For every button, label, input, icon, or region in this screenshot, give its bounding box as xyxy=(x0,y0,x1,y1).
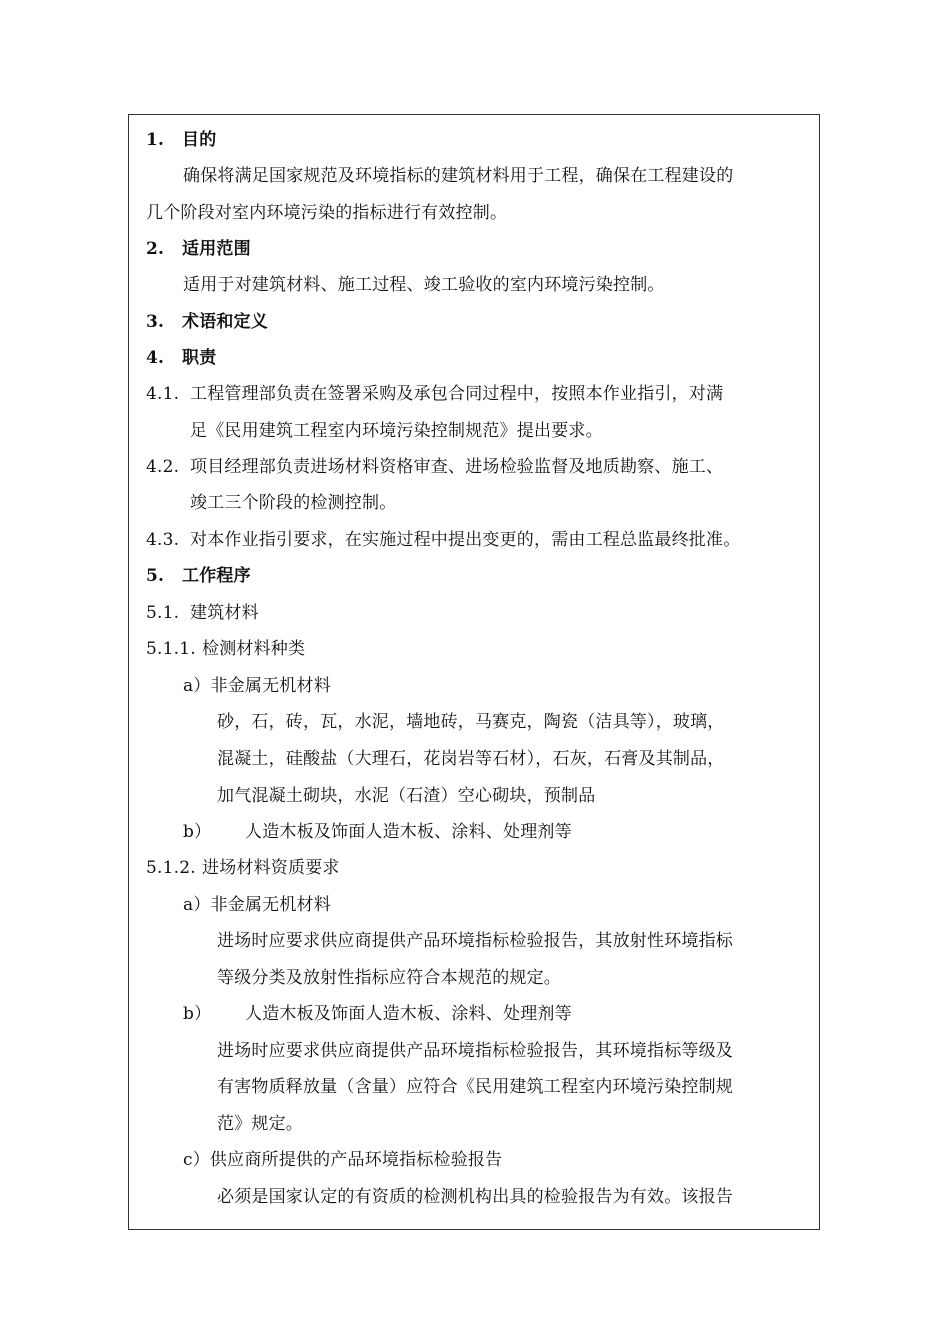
item-5-1-1-a-line-2: 混凝土，硅酸盐（大理石，花岗岩等石材），石灰，石膏及其制品， xyxy=(217,749,725,769)
item-4-3: 4.3. 对本作业指引要求，在实施过程中提出变更的，需由工程总监最终批准。 xyxy=(146,530,741,550)
item-5-1-1-b: b） 人造木板及饰面人造木板、涂料、处理剂等 xyxy=(183,822,572,842)
heading-1: 1. 目的 xyxy=(146,130,217,150)
item-5-1-1-a-line-1: 砂，石，砖，瓦，水泥，墙地砖，马赛克，陶瓷（洁具等），玻璃， xyxy=(217,712,725,732)
heading-5-1-1: 5.1.1. 检测材料种类 xyxy=(146,639,306,659)
heading-5-1-2: 5.1.2. 进场材料资质要求 xyxy=(146,858,340,878)
item-4-2-line-1: 4.2. 项目经理部负责进场材料资格审查、进场检验监督及地质勘察、施工、 xyxy=(146,457,724,477)
item-5-1-2-c-line-1: 必须是国家认定的有资质的检测机构出具的检验报告为有效。该报告 xyxy=(217,1187,733,1207)
item-5-1-2-b-line-3: 范》规定。 xyxy=(217,1114,303,1134)
item-5-1-2-a-line-2: 等级分类及放射性指标应符合本规范的规定。 xyxy=(217,968,561,988)
item-4-2-line-2: 竣工三个阶段的检测控制。 xyxy=(190,493,397,513)
item-5-1-2-b-line-2: 有害物质释放量（含量）应符合《民用建筑工程室内环境污染控制规 xyxy=(217,1077,733,1097)
item-4-1-line-1: 4.1. 工程管理部负责在签署采购及承包合同过程中，按照本作业指引，对满 xyxy=(146,384,724,404)
item-5-1-2-a-line-1: 进场时应要求供应商提供产品环境指标检验报告，其放射性环境指标 xyxy=(217,931,733,951)
heading-4: 4. 职责 xyxy=(146,348,217,368)
item-5-1-2-a-label: a）非金属无机材料 xyxy=(183,895,331,915)
document-frame xyxy=(128,114,820,1230)
heading-5-1: 5.1. 建筑材料 xyxy=(146,603,259,623)
paragraph-1-line-2: 几个阶段对室内环境污染的指标进行有效控制。 xyxy=(146,203,508,223)
paragraph-2: 适用于对建筑材料、施工过程、竣工验收的室内环境污染控制。 xyxy=(183,275,665,295)
heading-2: 2. 适用范围 xyxy=(146,239,251,259)
heading-5: 5. 工作程序 xyxy=(146,566,251,586)
paragraph-1-line-1: 确保将满足国家规范及环境指标的建筑材料用于工程，确保在工程建设的 xyxy=(183,166,734,186)
heading-3: 3. 术语和定义 xyxy=(146,312,268,332)
item-5-1-2-b: b） 人造木板及饰面人造木板、涂料、处理剂等 xyxy=(183,1004,572,1024)
item-5-1-2-c-label: c）供应商所提供的产品环境指标检验报告 xyxy=(183,1150,503,1170)
item-5-1-2-b-line-1: 进场时应要求供应商提供产品环境指标检验报告，其环境指标等级及 xyxy=(217,1041,733,1061)
item-5-1-1-a-line-3: 加气混凝土砌块，水泥（石渣）空心砌块，预制品 xyxy=(217,786,596,806)
item-5-1-1-a-label: a）非金属无机材料 xyxy=(183,676,331,696)
item-4-1-line-2: 足《民用建筑工程室内环境污染控制规范》提出要求。 xyxy=(190,421,603,441)
